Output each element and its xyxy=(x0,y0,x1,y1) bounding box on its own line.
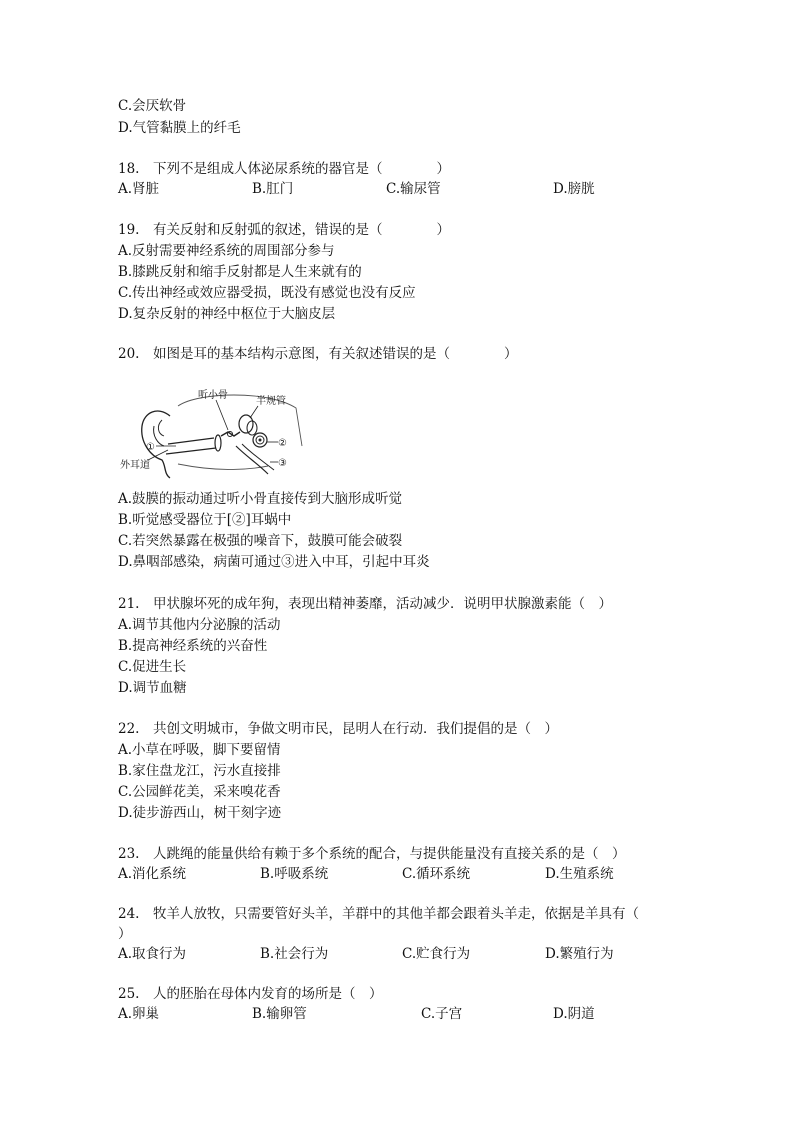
q20-option-d: D.鼻咽部感染，病菌可通过③进入中耳，引起中耳炎 xyxy=(118,554,430,570)
label-semicircular-canals: 半规管 xyxy=(256,396,286,407)
q23-option-d: D.生殖系统 xyxy=(545,866,614,882)
q20-option-a: A.鼓膜的振动通过听小骨直接传到大脑形成听觉 xyxy=(118,491,403,507)
q24-option-a: A.取食行为 xyxy=(118,946,187,962)
q20-option-c: C.若突然暴露在极强的噪音下，鼓膜可能会破裂 xyxy=(118,533,403,549)
label-2: ② xyxy=(278,438,287,449)
q23-option-b: B.呼吸系统 xyxy=(260,866,329,882)
q18-option-c: C.输尿管 xyxy=(386,181,441,197)
q22-option-b: B.家住盘龙江，污水直接排 xyxy=(118,763,281,779)
q23-option-a: A.消化系统 xyxy=(118,866,187,882)
q19-option-c: C.传出神经或效应器受损，既没有感觉也没有反应 xyxy=(118,285,416,301)
q17-option-d: D.气管黏膜上的纤毛 xyxy=(118,120,241,136)
q24-option-d: D.繁殖行为 xyxy=(545,946,614,962)
q25-option-d: D.阴道 xyxy=(553,1006,595,1022)
q21-option-a: A.调节其他内分泌腺的活动 xyxy=(118,617,281,633)
q25-option-a: A.卵巢 xyxy=(118,1006,160,1022)
q18-option-b: B.肛门 xyxy=(252,181,294,197)
q19-option-d: D.复杂反射的神经中枢位于大脑皮层 xyxy=(118,306,336,322)
q21-option-b: B.提高神经系统的兴奋性 xyxy=(118,638,268,654)
q22-option-a: A.小草在呼吸，脚下要留情 xyxy=(118,742,281,758)
q19-option-b: B.膝跳反射和缩手反射都是人生来就有的 xyxy=(118,264,362,280)
q18-option-a: A.肾脏 xyxy=(118,181,160,197)
q17-option-c: C.会厌软骨 xyxy=(118,98,187,114)
q20-option-b: B.听觉感受器位于[②]耳蜗中 xyxy=(118,512,292,528)
label-3: ③ xyxy=(278,458,287,469)
label-ear-canal: 外耳道 xyxy=(120,460,150,471)
q22-stem: 22. 共创文明城市，争做文明市民，昆明人在行动．我们提倡的是（ ） xyxy=(118,721,558,737)
label-1: ① xyxy=(146,442,155,453)
q25-option-c: C.子宫 xyxy=(421,1006,463,1022)
q22-option-c: C.公园鲜花美，采来嗅花香 xyxy=(118,784,281,800)
q21-stem: 21. 甲状腺坏死的成年狗，表现出精神萎靡，活动减少．说明甲状腺激素能（ ） xyxy=(118,596,612,612)
q18-stem: 18. 下列不是组成人体泌尿系统的器官是（ ） xyxy=(118,161,450,177)
q18-option-d: D.膀胱 xyxy=(553,181,595,197)
q24-stem: 24. 牧羊人放牧，只需要管好头羊，羊群中的其他羊都会跟着头羊走，依据是羊具有（ xyxy=(118,906,639,922)
q20-stem: 20. 如图是耳的基本结构示意图，有关叙述错误的是（ ） xyxy=(118,346,518,362)
q21-option-d: D.调节血糖 xyxy=(118,680,187,696)
q24-option-c: C.贮食行为 xyxy=(402,946,471,962)
q19-option-a: A.反射需要神经系统的周围部分参与 xyxy=(118,243,335,259)
q23-stem: 23. 人跳绳的能量供给有赖于多个系统的配合，与提供能量没有直接关系的是（ ） xyxy=(118,846,626,862)
label-ossicles: 听小骨 xyxy=(198,390,228,401)
q24-option-b: B.社会行为 xyxy=(260,946,329,962)
q19-stem: 19. 有关反射和反射弧的叙述，错误的是（ ） xyxy=(118,222,450,238)
q21-option-c: C.促进生长 xyxy=(118,659,187,675)
q23-option-c: C.循环系统 xyxy=(402,866,471,882)
q25-stem: 25. 人的胚胎在母体内发育的场所是（ ） xyxy=(118,986,383,1002)
q24-stem-continued: ） xyxy=(118,926,132,942)
ear-structure-diagram xyxy=(118,386,308,480)
q22-option-d: D.徒步游西山，树干刻字迹 xyxy=(118,805,282,821)
q25-option-b: B.输卵管 xyxy=(252,1006,307,1022)
